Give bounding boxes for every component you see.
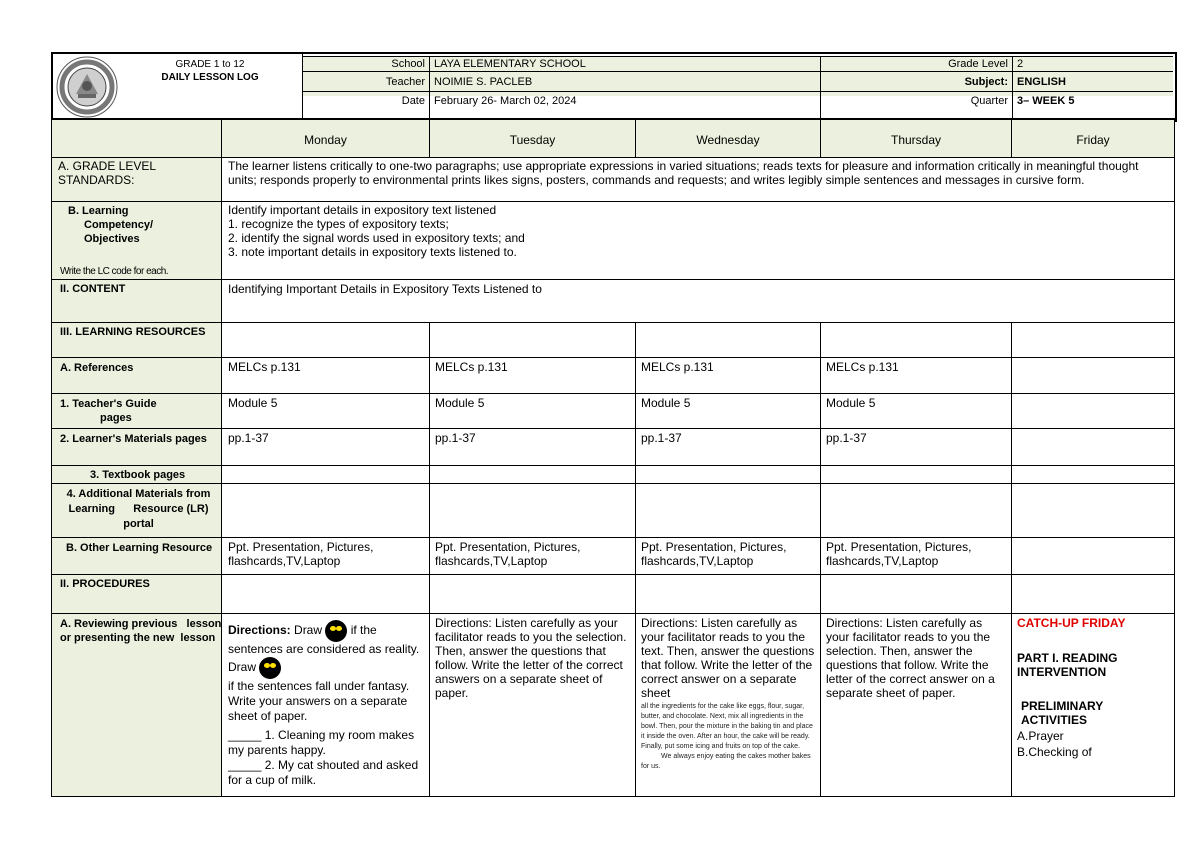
school-value: LAYA ELEMENTARY SCHOOL <box>434 58 586 70</box>
competency-label-line2: Competency/ <box>84 219 154 231</box>
date-label: Date <box>401 95 425 107</box>
quarter-label: Quarter <box>970 95 1008 107</box>
grade-level-label: Grade Level <box>948 58 1008 70</box>
lc-code-note: Write the LC code for each. <box>60 266 169 277</box>
monday-procedure <box>224 614 429 790</box>
textbook-label: 3. Textbook pages <box>90 469 186 481</box>
teachers-guide-label-line1: 1. Teacher's Guide <box>60 398 157 410</box>
standards-text: The learner listens critically to one-two paragraphs; use appropriate expressions in varied situations; reads texts for pleasure and information critically in meaningful thought units; responds properly to environmental prints likes signs, posters, commands and requests; and writes legibly simple sentences and messages in cursive form. <box>228 159 1139 187</box>
reviewing-label <box>56 615 221 647</box>
references-wednesday: MELCs p.131 <box>641 360 714 374</box>
school-label: School <box>391 58 425 70</box>
lesson-log-header <box>51 52 1177 122</box>
happy-face-icon <box>325 620 347 642</box>
sad-face-icon <box>259 657 281 679</box>
tuesday-procedure: Directions: Listen carefully as your facilitator reads to you the selection. Then, answer the questions that follow. Write the letter of the correct answers on a separate sheet of paper. <box>435 616 627 700</box>
learners-materials-label: 2. Learner's Materials pages <box>60 433 207 445</box>
quarter-value: 3– WEEK 5 <box>1017 95 1075 107</box>
subject-value: ENGLISH <box>1017 76 1066 88</box>
teacher-label: Teacher <box>385 76 425 88</box>
reviewing-label-line2: or presenting the new lesson <box>60 632 216 644</box>
additional-materials-label <box>56 485 221 534</box>
thursday-procedure: Directions: Listen carefully as your facilitator reads to you the selection. Then, answer the questions that follow. Write the letter of the correct answer on a separate sheet of paper. <box>826 616 995 700</box>
reading-intervention-heading: PART I. READING INTERVENTION <box>1017 651 1118 679</box>
lm-thursday: pp.1-37 <box>826 431 867 445</box>
wednesday-selection-excerpt: all the ingredients for the cake like eggs, flour, sugar, butter, and chocolate. Next, mix all ingredients in the bowl. Then, pour the mixture in the baking tin and place it inside the oven. After an hour, the cake will be ready. Finally, put some icing and fruits on top of the cake. <box>641 703 813 750</box>
other-resource-label: B. Other Learning Resource <box>66 542 213 554</box>
tg-tuesday: Module 5 <box>435 396 485 410</box>
resources-label: III. LEARNING RESOURCES <box>60 326 206 338</box>
day-header-wednesday: Wednesday <box>696 133 760 147</box>
competency-label <box>64 202 219 248</box>
references-monday: MELCs p.131 <box>228 360 301 374</box>
competency-label-line1: B. Learning <box>68 205 129 217</box>
reviewing-label-line1: A. Reviewing previous lesson <box>60 618 222 630</box>
procedures-label: II. PROCEDURES <box>60 578 150 590</box>
draw-text: Draw <box>290 623 326 638</box>
date-value: February 26- March 02, 2024 <box>434 95 577 107</box>
preliminary-activities-heading: PRELIMINARY ACTIVITIES <box>1021 699 1104 727</box>
title-grade: GRADE 1 to 12 <box>175 59 245 70</box>
friday-procedure <box>1013 614 1174 761</box>
wednesday-procedure <box>637 614 820 774</box>
content-text: Identifying Important Details in Expository Texts Listened to <box>228 282 542 296</box>
teacher-value: NOIMIE S. PACLEB <box>434 76 533 88</box>
lm-tuesday: pp.1-37 <box>435 431 476 445</box>
lm-wednesday: pp.1-37 <box>641 431 682 445</box>
competency-text <box>224 201 1174 261</box>
monday-item-1: _____ 1. Cleaning my room makes my parents happy. <box>228 728 415 757</box>
additional-label-line2: Learning Resource (LR) <box>68 503 209 515</box>
other-wednesday: Ppt. Presentation, Pictures, flashcards,TV,Laptop <box>641 540 787 568</box>
competency-line: 2. identify the signal words used in expository texts; and <box>228 231 525 245</box>
subject-label: Subject: <box>964 76 1008 88</box>
other-thursday: Ppt. Presentation, Pictures, flashcards,TV,Laptop <box>826 540 972 568</box>
friday-item-prayer: A.Prayer <box>1017 729 1064 743</box>
deped-seal-icon <box>56 56 118 118</box>
additional-label-line1: 4. Additional Materials from <box>66 488 211 500</box>
lm-monday: pp.1-37 <box>228 431 269 445</box>
friday-item-checking: B.Checking of <box>1017 745 1092 759</box>
additional-label-line3: portal <box>123 518 154 530</box>
day-header-tuesday: Tuesday <box>509 133 556 147</box>
standards-label: A. GRADE LEVEL STANDARDS: <box>58 159 156 187</box>
tg-thursday: Module 5 <box>826 396 876 410</box>
day-header-thursday: Thursday <box>890 133 942 147</box>
title-daily-lesson-log: DAILY LESSON LOG <box>161 72 259 83</box>
directions-text-1: if the sentences are considered as reality. Draw <box>228 623 420 675</box>
directions-text-2: if the sentences fall under fantasy. Write your answers on a separate sheet of paper. <box>228 679 410 723</box>
day-header-friday: Friday <box>1076 133 1110 147</box>
directions-label: Directions: <box>228 623 291 638</box>
references-label: A. References <box>60 362 134 374</box>
tg-wednesday: Module 5 <box>641 396 691 410</box>
teachers-guide-label-line2: pages <box>100 412 132 424</box>
wednesday-directions: Directions: Listen carefully as your facilitator reads to you the text. Then, answer the questions that follow. Write the letter of the correct answer on a separate sheet <box>641 616 815 700</box>
teachers-guide-label <box>56 395 221 427</box>
catch-up-friday-heading: CATCH-UP FRIDAY <box>1017 616 1126 630</box>
competency-line: 1. recognize the types of expository texts; <box>228 217 449 231</box>
other-tuesday: Ppt. Presentation, Pictures, flashcards,TV,Laptop <box>435 540 581 568</box>
competency-label-line3: Objectives <box>84 233 140 245</box>
references-thursday: MELCs p.131 <box>826 360 899 374</box>
other-monday: Ppt. Presentation, Pictures, flashcards,TV,Laptop <box>228 540 374 568</box>
monday-item-2: _____ 2. My cat shouted and asked for a cup of milk. <box>228 758 419 787</box>
log-title <box>119 54 301 118</box>
day-header-monday: Monday <box>304 133 347 147</box>
references-tuesday: MELCs p.131 <box>435 360 508 374</box>
lesson-log-table <box>51 118 1175 797</box>
grade-level-value: 2 <box>1017 58 1024 70</box>
competency-line: 3. note important details in expository texts listened to. <box>228 245 517 259</box>
tg-monday: Module 5 <box>228 396 278 410</box>
competency-line: Identify important details in expository text listened <box>228 203 497 217</box>
wednesday-selection-excerpt-2: We always enjoy eating the cakes mother bakes for us. <box>641 753 811 770</box>
content-label: II. CONTENT <box>60 283 126 295</box>
